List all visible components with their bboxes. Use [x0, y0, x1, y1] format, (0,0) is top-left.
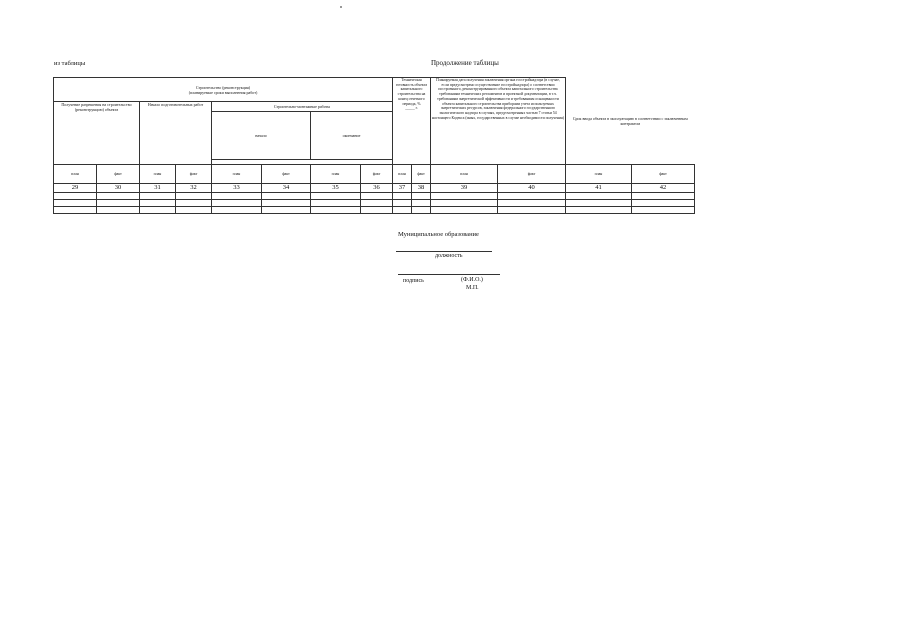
- column-number: 34: [262, 184, 311, 193]
- column-number: 38: [412, 184, 431, 193]
- table-row: [54, 193, 695, 200]
- stamp-label: М.П.: [466, 285, 479, 291]
- column-number: 36: [361, 184, 393, 193]
- position-line: [396, 251, 492, 252]
- signature-label: подпись: [403, 278, 424, 284]
- column-number: 35: [311, 184, 361, 193]
- plan-label: план: [212, 165, 262, 184]
- column-number: 42: [632, 184, 695, 193]
- commissioning-header: Срок ввода объекта в эксплуатацию в соответствии с заключенным контрактом: [566, 78, 695, 165]
- permit-header: Получение разрешения на строительство (реконструкцию) объекта: [54, 102, 140, 165]
- table-ref-label: из таблицы: [54, 60, 86, 67]
- plan-fact-row: [54, 165, 695, 184]
- column-number: 30: [97, 184, 140, 193]
- table-row: [54, 200, 695, 207]
- column-number-row: [54, 184, 695, 193]
- end-header: окончание: [311, 112, 393, 160]
- construction-header: Строительство (реконструкция) (планируемые сроки выполнения работ): [54, 78, 393, 102]
- fact-label: факт: [176, 165, 212, 184]
- construction-works-header: Строительно-монтажные работы: [212, 102, 393, 112]
- plan-label: план: [393, 165, 412, 184]
- scan-dot: [340, 6, 342, 8]
- column-number: 39: [431, 184, 498, 193]
- fact-label: факт: [498, 165, 566, 184]
- report-table: [53, 77, 695, 214]
- municipality-label: Муниципальное образование: [398, 231, 479, 238]
- fact-label: факт: [262, 165, 311, 184]
- column-number: 32: [176, 184, 212, 193]
- column-number: 41: [566, 184, 632, 193]
- column-number: 40: [498, 184, 566, 193]
- column-number: 29: [54, 184, 97, 193]
- fact-label: факт: [632, 165, 695, 184]
- fact-label: факт: [412, 165, 431, 184]
- readiness-header: Техническая готовность объекта капитального строительства на конец отчетного периода, % _____ г.: [393, 78, 431, 165]
- column-number: 33: [212, 184, 262, 193]
- column-number: 37: [393, 184, 412, 193]
- preparatory-header: Начало подготовительных работ: [140, 102, 212, 165]
- fio-label: (Ф.И.О.): [461, 277, 483, 283]
- signature-line: [398, 274, 500, 275]
- conclusion-header: Планируемая дата получения заключения органа госстройнадзора (в случае, если предусмотрено осуществление госстройнадзора) о соответствии построенного, реконструированного объекта капитального строительства требованиям технических регламентов и проектной документации, в т.ч. требованиям энергетической эффективности и требованиям оснащенности объекта капитального строительства приборами учета используемых энергетических ресурсов, заключения федерального государственного экологического надзора в случаях, предусмотренных частью 7 статьи 54 настоящего Кодекса (иных, государственных в случае необходимости получения): [431, 78, 566, 165]
- fact-label: факт: [97, 165, 140, 184]
- continuation-title: Продолжение таблицы: [431, 59, 499, 67]
- plan-label: план: [140, 165, 176, 184]
- start-header: начало: [212, 112, 311, 160]
- plan-label: план: [566, 165, 632, 184]
- position-label: должность: [435, 253, 463, 259]
- fact-label: факт: [361, 165, 393, 184]
- plan-label: план: [54, 165, 97, 184]
- plan-label: план: [311, 165, 361, 184]
- column-number: 31: [140, 184, 176, 193]
- table-row: [54, 207, 695, 214]
- plan-label: план: [431, 165, 498, 184]
